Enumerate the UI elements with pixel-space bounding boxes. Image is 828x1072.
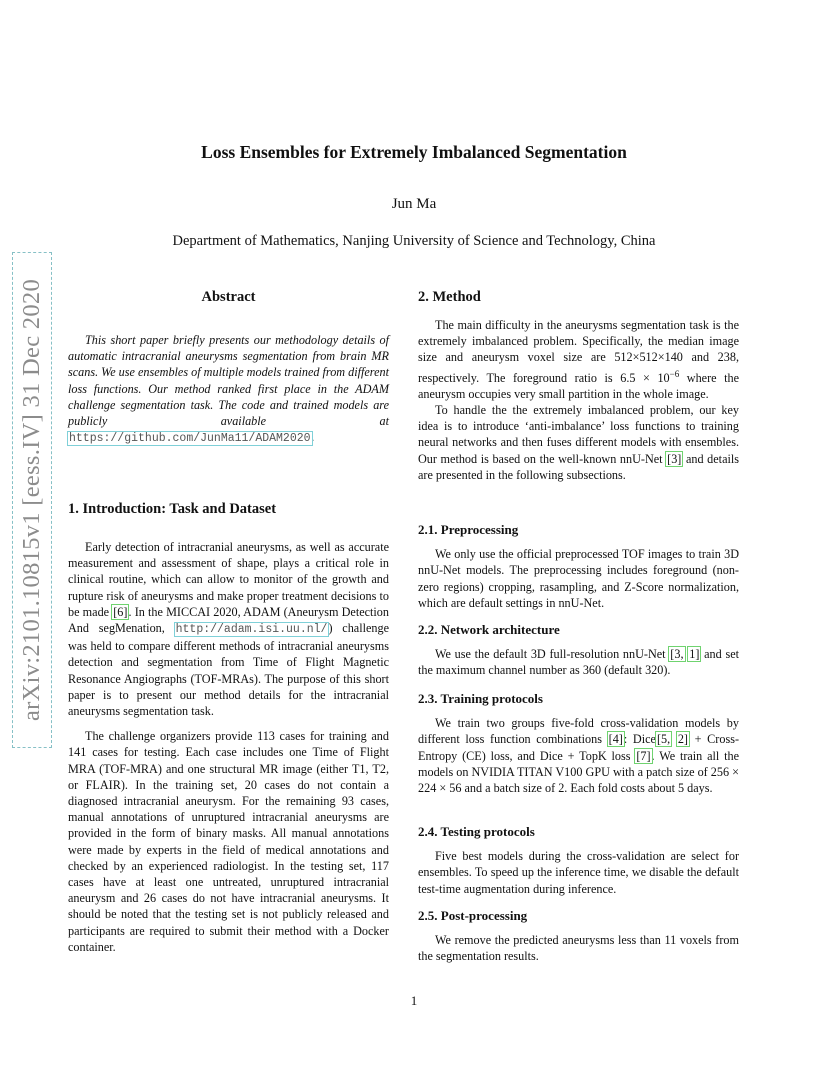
affiliation: Department of Mathematics, Nanjing University of Science and Technology, China bbox=[172, 233, 656, 249]
method-p1-b: and 238, respectively. The foreground ratio is bbox=[418, 350, 739, 385]
method-section bbox=[418, 289, 739, 305]
testing-text: Five best models during the cross-validation are select for ensembles. To speed up the inference time, we disable the default test-time augmentation during inference. bbox=[418, 849, 739, 896]
page-number: 1 bbox=[410, 993, 418, 1008]
postprocessing-heading: 2.5. Post-processing bbox=[418, 908, 528, 923]
author-name: Jun Ma bbox=[391, 196, 437, 212]
github-link[interactable]: https://github.com/JunMa11/ADAM2020 bbox=[69, 432, 311, 446]
citation-4[interactable]: [4] bbox=[608, 732, 623, 747]
training-text-b: : Dice bbox=[623, 732, 656, 747]
network-text-b: and set the maximum channel number as 360 (default 320). bbox=[418, 647, 739, 678]
training-section bbox=[418, 691, 739, 796]
intro-section bbox=[68, 501, 389, 517]
intro-heading: 1. Introduction: Task and Dataset bbox=[68, 501, 277, 517]
abstract-end: . bbox=[311, 430, 315, 445]
abstract-body bbox=[68, 332, 389, 447]
method-p2-a: To handle the the extremely imbalanced problem, our key idea is to introduce ‘anti-imbalance’ loss functions to training neural networks and then fuses different models with ensembles. Our method is based on the well-known nnU-Net bbox=[418, 403, 739, 466]
abstract-text: This short paper briefly presents our methodology details of automatic intracranial aneurysms segmentation from brain MR scans. We use ensembles of multiple models trained from different loss functions. Our method ranked first place in the ADAM challenge segmentation task. The code and trained models are publicly available at bbox=[68, 333, 389, 429]
ratio-exponent: −6 bbox=[669, 368, 680, 379]
intro-p1-b: . In the MICCAI 2020, ADAM (Aneurysm Detection And segMenation, bbox=[68, 604, 389, 636]
network-section bbox=[418, 622, 739, 679]
image-size-value: 512×512×140 bbox=[614, 350, 683, 365]
training-text-d: . We train all the models on NVIDIA TITAN V100 GPU with a patch size of bbox=[418, 748, 739, 779]
intro-body bbox=[68, 539, 389, 955]
intro-paragraph-2: The challenge organizers provide 113 cases for training and 141 cases for testing. Each case includes one Time of Flight MRA (TOF-MRA) and one structural MR image (either T1, T2, or FLAIR). In the training set, 20 cases do not contain a diagnosed intracranial aneurysm. For the remaining 93 cases, manual annotations of unruptured intracranial aneurysms are provided in the form of binary masks. All manual annotations were made by experts in the field of medical annotations and checked by an experienced radiologist. In the testing set, 117 cases have at least one untreated, unruptured intracranial aneurysm and 26 cases do not have intracranial aneurysms. It should be noted that the testing set is not publicly released and participants are required to submit their method with a Docker container. bbox=[68, 729, 389, 954]
ratio-base: 6.5 × 10 bbox=[620, 370, 670, 385]
method-body bbox=[418, 317, 739, 483]
citation-6[interactable]: [6] bbox=[113, 604, 128, 619]
training-text-a: We train two groups five-fold cross-validation models by different loss function combinations bbox=[418, 716, 739, 747]
abstract-heading: Abstract bbox=[201, 289, 256, 305]
method-paragraph-2 bbox=[418, 402, 739, 483]
network-text-a: We use the default 3D full-resolution nnU-Net bbox=[435, 647, 670, 662]
postprocessing-text: We remove the predicted aneurysms less than 11 voxels from the segmentation results. bbox=[418, 933, 739, 964]
intro-p1-a: Early detection of intracranial aneurysms, as well as accurate measurement and assessment of shape, plays a critical role in clinical routine, which can allow to monitor of the growth and rupture risk of aneurysms and make proper treatment decisions to be made bbox=[68, 540, 389, 619]
patch-size: 256 × 224 × 56 bbox=[418, 764, 739, 796]
method-paragraph-1 bbox=[418, 317, 739, 402]
preprocessing-section bbox=[418, 522, 739, 611]
training-heading: 2.3. Training protocols bbox=[418, 691, 543, 706]
training-text-c: + Cross-Entropy (CE) loss, and Dice + TopK loss bbox=[418, 732, 739, 763]
network-heading: 2.2. Network architecture bbox=[418, 622, 560, 637]
testing-section bbox=[418, 824, 739, 897]
paper-title: Loss Ensembles for Extremely Imbalanced Segmentation bbox=[201, 142, 627, 162]
citation-5[interactable]: [5, bbox=[656, 732, 671, 747]
preprocessing-heading: 2.1. Preprocessing bbox=[418, 522, 519, 537]
intro-paragraph-1 bbox=[68, 539, 389, 719]
intro-p1-c: ) challenge was held to compare different methods of intracranial aneurysms detection and segmentation from Time of Flight Magnetic Resonance Angiographs (TOF-MRAs). The purpose of this short paper is to present our method details for the intracranial aneurysms segmentation task. bbox=[68, 621, 389, 719]
method-p1-a: The main difficulty in the aneurysms segmentation task is the extremely imbalanced problem. Specifically, the median image size and aneurysm voxel size are bbox=[418, 318, 739, 365]
method-p1-c: where the aneurysm occupies very small partition in the whole image. bbox=[418, 370, 739, 401]
abstract-section bbox=[68, 289, 389, 305]
citation-7[interactable]: [7] bbox=[636, 748, 651, 763]
citation-3[interactable]: [3] bbox=[667, 451, 682, 466]
training-text bbox=[418, 715, 739, 796]
citation-1[interactable]: 1] bbox=[689, 647, 700, 662]
arxiv-id: arXiv:2101.10815v1 [eess.IV] 31 Dec 2020 bbox=[18, 278, 45, 722]
arxiv-stamp[interactable] bbox=[12, 252, 52, 748]
testing-heading: 2.4. Testing protocols bbox=[418, 824, 535, 839]
method-heading: 2. Method bbox=[418, 289, 481, 305]
postprocessing-section bbox=[418, 908, 739, 965]
preprocessing-text: We only use the official preprocessed TOF images to train 3D nnU-Net models. The preprocessing includes foreground (non-zero regions) cropping, rasampling, and Z-Score normalization, which are default settings in nnU-Net. bbox=[418, 547, 739, 610]
citation-3b[interactable]: [3, bbox=[670, 647, 684, 662]
method-p2-b: and details are presented in the following subsections. bbox=[418, 451, 739, 482]
network-text bbox=[418, 646, 739, 678]
adam-link[interactable]: http://adam.isi.uu.nl/ bbox=[175, 623, 328, 637]
citation-2[interactable]: 2] bbox=[677, 732, 688, 747]
training-text-e: and a batch size of 2. Each fold costs about 5 days. bbox=[461, 781, 713, 796]
